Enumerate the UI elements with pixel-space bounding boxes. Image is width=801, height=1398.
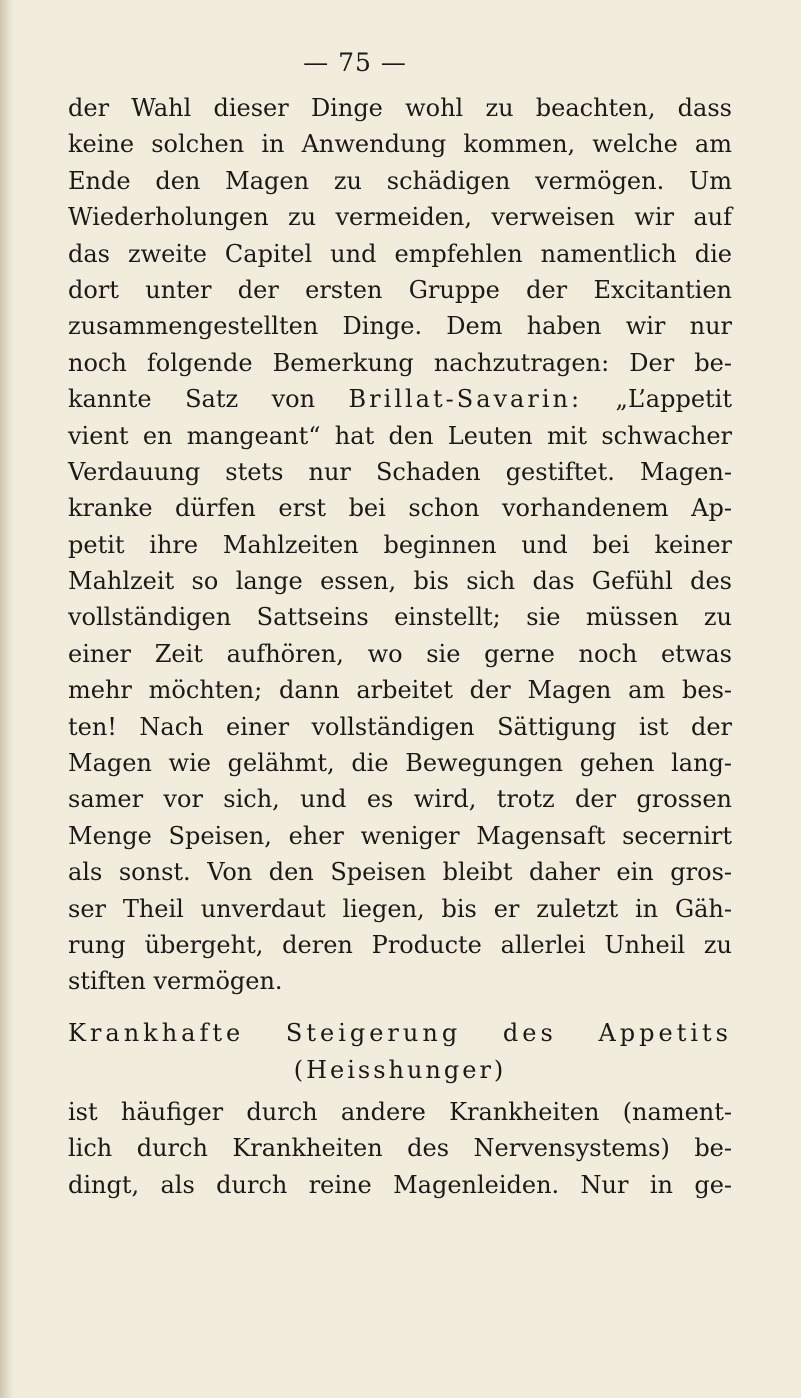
text-fragment: kannte Satz von <box>68 385 316 414</box>
text-line: dort unter der ersten Gruppe der Excitantien <box>68 275 732 304</box>
text-line: Verdauung stets nur Schaden gestiftet. Magen- <box>68 457 732 486</box>
text-line-with-quote <box>68 381 732 417</box>
page-gutter-shadow <box>0 0 14 1398</box>
text-line: Mahlzeit so lange essen, bis sich das Gefühl des <box>68 567 732 596</box>
text-line: dingt, als durch reine Magenleiden. Nur in ge- <box>68 1170 732 1199</box>
text-line: Menge Speisen, eher weniger Magensaft secernirt <box>68 821 732 850</box>
text-line: Ende den Magen zu schädigen vermögen. Um <box>68 166 732 195</box>
text-line: keine solchen in Anwendung kommen, welche am <box>68 130 732 159</box>
text-line: ser Theil unverdaut liegen, bis er zuletzt in Gäh- <box>68 894 732 923</box>
text-line: als sonst. Von den Speisen bleibt daher ein gros- <box>68 858 732 887</box>
text-line: samer vor sich, und es wird, trotz der grossen <box>68 785 732 814</box>
body-paragraph <box>68 90 732 1000</box>
author-name: Brillat-Savarin: <box>348 385 583 414</box>
text-line: zusammengestellten Dinge. Dem haben wir nur <box>68 312 732 341</box>
text-line: kranke dürfen erst bei schon vorhandenem Ap- <box>68 494 732 523</box>
text-line: der Wahl dieser Dinge wohl zu beachten, dass <box>68 94 732 122</box>
text-line: Wiederholungen zu vermeiden, verweisen wir auf <box>68 203 732 232</box>
text-line-last: stiften vermögen. <box>68 967 283 996</box>
text-line: lich durch Krankheiten des Nervensystems) be- <box>68 1134 732 1163</box>
section-heading <box>68 1015 732 1089</box>
text-line: ten! Nach einer vollständigen Sättigung ist der <box>68 712 732 741</box>
text-line: noch folgende Bemerkung nachzutragen: Der be- <box>68 348 732 377</box>
text-line: vollständigen Sattseins einstellt; sie müssen zu <box>68 603 732 632</box>
text-line: Magen wie gelähmt, die Bewegungen gehen lang- <box>68 749 732 778</box>
text-line: petit ihre Mahlzeiten beginnen und bei keiner <box>68 530 732 559</box>
text-line: vient en mangeant“ hat den Leuten mit schwacher <box>68 421 732 450</box>
text-line: mehr möchten; dann arbeitet der Magen am bes- <box>68 676 732 705</box>
page-number: — 75 — <box>303 48 407 77</box>
text-line: ist häufiger durch andere Krankheiten (nament- <box>68 1098 732 1126</box>
quotation-start: „L’appetit <box>615 385 732 414</box>
section-subtitle: (Heisshunger) <box>293 1056 507 1084</box>
section-paragraph <box>68 1094 732 1203</box>
section-title: Krankhafte Steigerung des Appetits <box>68 1019 732 1047</box>
text-line: einer Zeit aufhören, wo sie gerne noch etwas <box>68 639 732 668</box>
text-line: rung übergeht, deren Producte allerlei Unheil zu <box>68 930 732 959</box>
text-line: das zweite Capitel und empfehlen namentlich die <box>68 239 732 268</box>
